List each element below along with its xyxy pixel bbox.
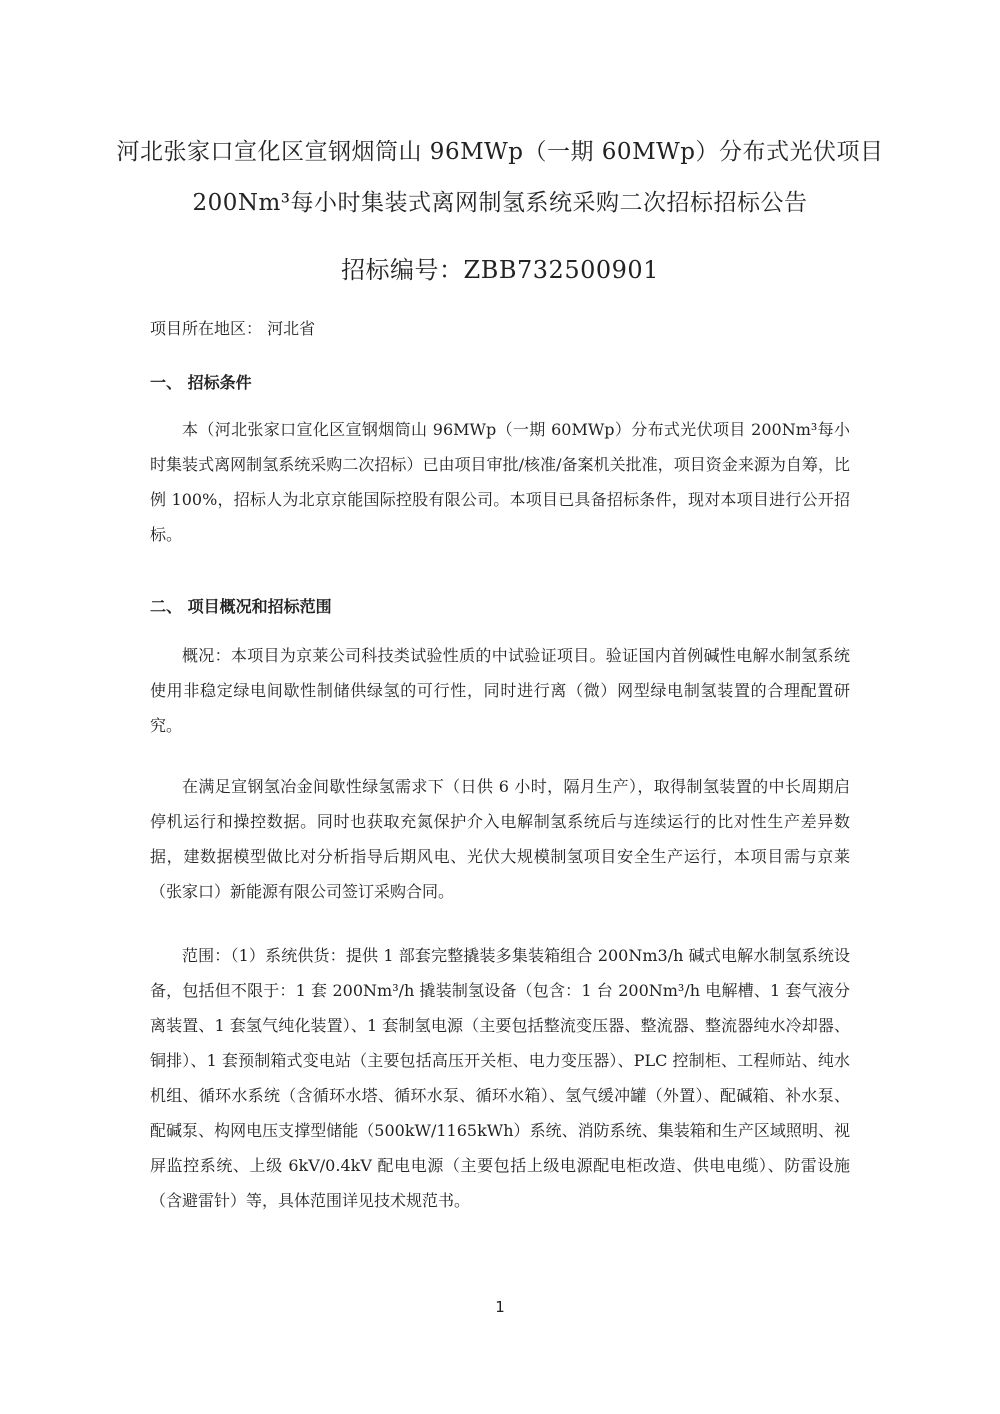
overview-paragraph: 概况：本项目为京莱公司科技类试验性质的中试验证项目。验证国内首例碱性电解水制氢系统使用非稳定绿电间歇性制储供绿氢的可行性，同时进行离（微）网型绿电制氢装置的合理配置研究。: [150, 646, 850, 735]
project-location: 项目所在地区： 河北省: [150, 319, 316, 338]
page-number: 1: [495, 1298, 505, 1316]
detail-paragraph: 在满足宣钢氢冶金间歇性绿氢需求下（日供 6 小时，隔月生产），取得制氢装置的中长周期启停机运行和操控数据。同时也获取充氮保护介入电解制氢系统后与连续运行的比对性生产差异数据，建数据模型做比对分析指导后期风电、光伏大规模制氢项目安全生产运行，本项目需与京莱（张家口）新能源有限公司签订采购合同。: [150, 777, 850, 901]
section-2-heading: 二、 项目概况和招标范围: [150, 597, 332, 616]
section-1-paragraph: 本（河北张家口宣化区宣钢烟筒山 96MWp（一期 60MWp）分布式光伏项目 200Nm³每小时集装式离网制氢系统采购二次招标）已由项目审批/核准/备案机关批准，项目资金来源为自筹，比例 100%，招标人为北京京能国际控股有限公司。本项目已具备招标条件，现对本项目进行公开招标。: [150, 420, 850, 544]
scope-paragraph: 范围：（1）系统供货：提供 1 部套完整撬装多集装箱组合 200Nm3/h 碱式电解水制氢系统设备，包括但不限于：1 套 200Nm³/h 撬装制氢设备（包含：1 台 200Nm³/h 电解槽、1 套气液分离装置、1 套氢气纯化装置）、1 套制氢电源（主要包括整流变压器、整流器、整流器纯水冷却器、铜排）、1 套预制箱式变电站（主要包括高压开关柜、电力变压器）、PLC 控制柜、工程师站、纯水机组、循环水系统（含循环水塔、循环水泵、循环水箱）、氢气缓冲罐（外置）、配碱箱、补水泵、配碱泵、构网电压支撑型储能（500kW/1165kWh）系统、消防系统、集装箱和生产区域照明、视屏监控系统、上级 6kV/0.4kV 配电电源（主要包括上级电源配电柜改造、供电电缆）、防雷设施（含避雷针）等，具体范围详见技术规范书。: [150, 946, 850, 1210]
title-line-1: 河北张家口宣化区宣钢烟筒山 96MWp（一期 60MWp）分布式光伏项目: [116, 139, 884, 165]
title-line-2: 200Nm³每小时集装式离网制氢系统采购二次招标招标公告: [192, 190, 808, 216]
section-1-heading: 一、 招标条件: [150, 373, 252, 392]
bid-number: 招标编号：ZBB732500901: [341, 256, 659, 284]
